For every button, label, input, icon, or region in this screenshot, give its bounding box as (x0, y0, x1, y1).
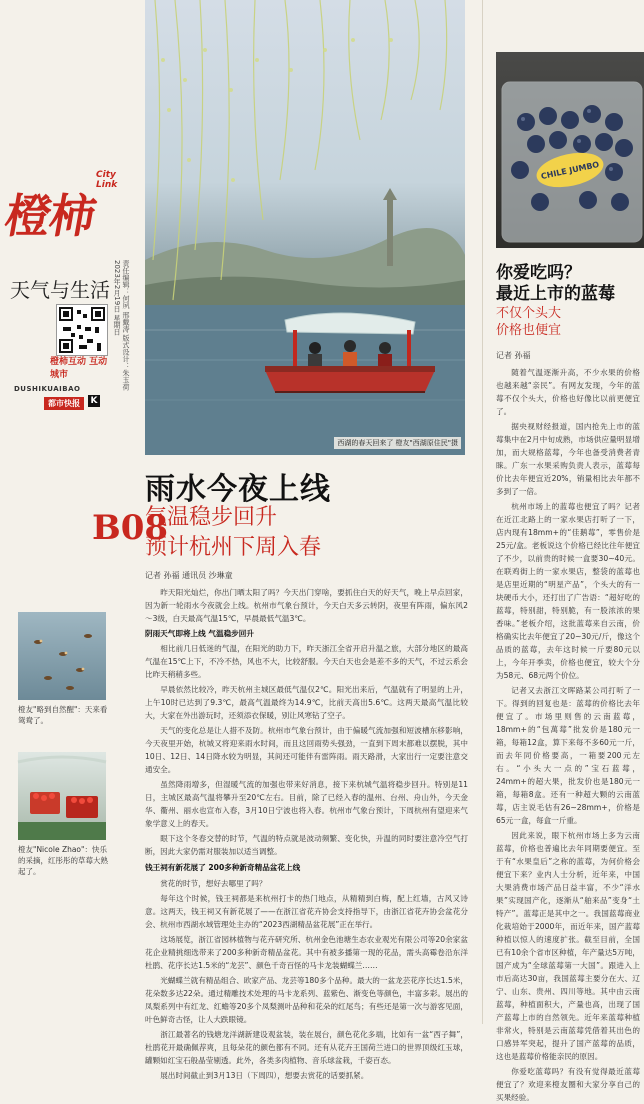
paragraph: 光蝴蝶兰就有精品组合、欧家产品、龙芸等180多个品种。最大的一盆龙芸花序长达1.5米，花朵数多达22朵。通过精雕技术处理的马卡龙系列、蓝紫色、渐变色等颜色，丰富多彩。展出的凤梨系列中有红龙、红蟾等20多个凤梨测叶品种和花朵的红尾鸟；有些还是第一次与游客见面，叶色鲜奇古怪，让人大跌眼镜。 (145, 976, 468, 1024)
paragraph: 据央视财经报道，国内抢先上市的蓝莓集中在2月中旬成熟，市场供应量明显增加，而大规格蓝莓，今年也备受消费者青睐。广东一水果采购负责人表示，蓝莓每价比去年便宜近20%，销量相比去年都不多到了一倍。 (496, 422, 640, 496)
strawberry-picking-photo (18, 752, 106, 840)
photo-caption: 西湖的春天回来了 橙友"西湖原住民"摄 (334, 437, 461, 449)
paragraph: 昨天阳光灿烂，你出门晒太阳了吗？今天出门穿啥，要抓住白天的好天气，晚上早点回家，因为新一轮雨水今夜就会上线。杭州市气象台预计，今天白天多云转阴，夜里有阵雨，偏东风2～3级，白天最高气温15℃，早晨最低气温3℃。 (145, 588, 468, 623)
page-number: B08 (92, 508, 169, 548)
mandarin-ducks-photo (18, 612, 106, 700)
blueberry-title-1: 你爱吃吗？ (496, 263, 581, 283)
issue-date: 2023年2月19日 星期日 (113, 260, 121, 336)
qr-caption: 橙柿互动 互动城市 (50, 357, 108, 380)
brand-logo: 橙柿 (0, 189, 99, 243)
pinyin-label: DUSHIKUAIBAO (14, 385, 81, 393)
paragraph: 天气的变化总是让人措不及防。杭州市气象台预计，由于偏暖气流加强和短波槽东移影响，今天夜里开始，杭城又将迎来雨水时间，而且这回雨势头强劲，一直到下周末都难以摆脱，其中10日、12日、14日降水较为明显，其间还可能伴有雷阵雨。雨天路滑，大家出行一定要注意交通安全。 (145, 726, 468, 774)
paragraph: 随着气温逐渐升高，不少水果的价格也越来越“亲民”。有网友发现，今年的蓝莓不仅个头大，价格也好像比以前更便宜了。 (496, 368, 640, 416)
main-byline: 记者 孙福 通讯员 沙琳童 (145, 571, 233, 580)
section-title: 天气与生活 (10, 278, 110, 302)
paragraph: 相比前几日低迷的气温，在阳光的助力下，昨天浙江全省开启升温之旅，大部分地区的最高气温在15℃上下，不冷不热，风也不大，比较舒服。今天白天也会是差不多的天气，不过云系会比昨天稍稍多些。 (145, 644, 468, 679)
k-logo-icon: K (88, 395, 100, 407)
blueberry-subtitle-1: 不仅个头大 (496, 306, 562, 321)
blueberry-article-body (496, 366, 640, 1102)
blueberry-photo (496, 52, 644, 248)
editors-credit: 责任编辑：何夙 邢戴涛 版式设计：朱玉荷 (122, 260, 130, 391)
paragraph: 早晨依然比较冷，昨天杭州主城区最低气温仅2℃。阳光出来后，气温就有了明显的上升，上午10时已达到了9.3℃，最高气温最终为14.9℃，比前天高出5.6℃。这两天最高气温比较大，大家在外出游玩时，还须添衣保暖，别让风寒钻了空子。 (145, 685, 468, 720)
blueberry-title-2: 最近上市的蓝莓 (496, 284, 615, 304)
paragraph: 因此来说，眼下杭州市场上多为云南蓝莓，价格也普遍比去年同期要便宜。至于有“水果皇后”之称的蓝莓，为何价格会便宜下来？业内人士分析，近年来，中国大果消费市场产品日益丰富，不少“洋水果”实现国产化，逐渐从“舶来品”变身“土特产”。蓝莓正是其中之一。我国蓝莓商业化栽培始于2000年，而近年来，国产蓝莓种植以惊人的速度扩张。截至目前，全国已有10余个省市区种植，年产量达5万吨，国产成为“全球蓝莓第一大国”。跟进入上市后高达30亩，我国蓝莓主要分在大、辽宁、山东、贵州、四川等地。其中由云南蓝莓，种植面积大，产量也高，出现了国产蓝莓上市的自然领先。近年来蓝莓种植非常火，特别是云南蓝莓凭借着其出色的口感异军突起，提升了国产蓝莓的品质，这也是蓝莓价格能亲民的原因。 (496, 831, 640, 1061)
paragraph: 浙江最著名的钱塘龙洋湖新建设观盆装，装在展台，颜色花化多端，比如有一盆“西子舞”，杜鹃花开最确佩荐爽，且每朵花的颜色都有不同。还有从花卉王国荷兰进口的世界顶级红玉球，罐颗如红宝石般晶莹剔透。此外，各类多肉植物、音乐球盆栽，千姿百态。 (145, 1030, 468, 1065)
paragraph: 眼下这个冬春交替的时节，气温的特点就是波动频繁、变化快，升温的同时要注意冷空气打断，因此大家仍需对服装加以适当调整。 (145, 834, 468, 856)
paragraph: 这场展览，浙江省园林植物与花卉研究所、杭州金色池塘生态农业观光有限公司等20余家盆花企业精挑细选带来了200多种新奇精品盆花。其中有被多播第一现的花品，需头高霉卷沿东洋杜鹃、花序长达1.5米的“龙芸”、颜色千奇百怪的马卡龙装蝴蝶兰…… (145, 935, 468, 970)
box-label: CHILE JUMBO (540, 159, 601, 182)
paragraph: 记者又去浙江文晖路某公司打听了一下。得到的回复也是：蓝莓的价格比去年便宜了。市场里则售的云南蓝莓，18mm+的“包萬莓”批发价是180元一箱，每箱12盒，算下来每不多60元一斤，而去年同价格要高，一箱要200元左右。“小头大一点的”宝石蓝莓，24mm+的超大果，批发价也是180元一箱，每箱8盒。还有一种超大颗的云南蓝莓，店主说毛估有26~28mm+，价格是65元一盒，每盒一斤重。 (496, 686, 640, 825)
paragraph: 展出时间截止到3月13日（下周四），想要去赏花的话要抓紧。 (160, 1071, 369, 1080)
strawberry-caption: 橙友"Nicole Zhao"：快乐的采摘，红彤彤的草莓大熟起了。 (18, 845, 108, 876)
city-link-tag: City Link (96, 170, 118, 190)
main-article-body (145, 586, 468, 1080)
main-headline: 雨水今夜上线 (145, 472, 331, 507)
paragraph: 杭州市场上的蓝莓也便宜了吗？记者在近江北路上的一家水果店打听了一下，店内现有18mm+的“佳鹅莓”，零售价是25元/盒。老板说这个价格已经比往年便宜了不少，以前贵的时候一盒要30~40元。在联鸡街上的一家水果店，整袋的蓝莓也是店里近期的“明星产品”，个头大的有一块硬币大小，还打出了广告语：“超好吃的蓝莓，特别甜，特别脆，有一股浓浓的果香味。”老板介绍，这批蓝莓来自云南，价格确实比去年便宜了20~30元/斤，像这个品质的蓝莓，去年这时候一斤要80元以上，今年开季卖，价格也便宜，较大个分为58元、68元两个价位。 (496, 502, 640, 680)
subheading: 钱王祠有新花展了 200多种新奇精品盆花上线 (145, 863, 301, 872)
west-lake-photo (145, 0, 465, 455)
blueberry-byline: 记者 孙福 (496, 351, 531, 360)
masthead (0, 0, 169, 560)
paragraph: 赏花的时节，想好去哪里了吗？ (160, 879, 267, 888)
qr-code (56, 304, 108, 356)
ducks-caption: 橙友"略到自然醒"：天来看鸳鸯了。 (18, 705, 108, 725)
paper-name: 都市快报 (44, 397, 84, 410)
main-subtitle-1: 气温稳步回升 (145, 505, 278, 530)
main-subtitle-2: 预计杭州下周入春 (145, 535, 322, 560)
blueberry-subtitle-2: 价格也便宜 (496, 323, 562, 338)
paragraph: 你爱吃蓝莓吗？有没有觉得最近蓝莓便宜了？欢迎来橙友圈和大家分享自己的买果经验。 (496, 1067, 640, 1102)
paragraph: 虽然降雨增多，但湿暖气流的加强也带来好消息，接下来杭城气温将稳步回升。特别是11日，主城区最高气温将攀升至20℃左右。目前，除了已经入春的温州、台州、舟山外，今天金华、衢州、丽水也宣布入春，3月10日宁波也将入春。杭州市气象台预计，下周杭州有望迎来气象学意义上的春天。 (145, 780, 468, 828)
paragraph: 每年这个时候，钱王祠都是来杭州打卡的热门地点，从精精到白梅，配上红墙，古风又诗意。这两天，钱王祠又有新花展了——在浙江省花卉协会支持指导下，由浙江省花卉协会盆花分会、杭州市西湖水域管理处主办的“2023西湖精品盆花展”正在举行。 (145, 894, 468, 929)
column-divider (482, 0, 483, 1024)
subheading: 阴雨天气即将上线 气温稳步回升 (145, 629, 254, 638)
